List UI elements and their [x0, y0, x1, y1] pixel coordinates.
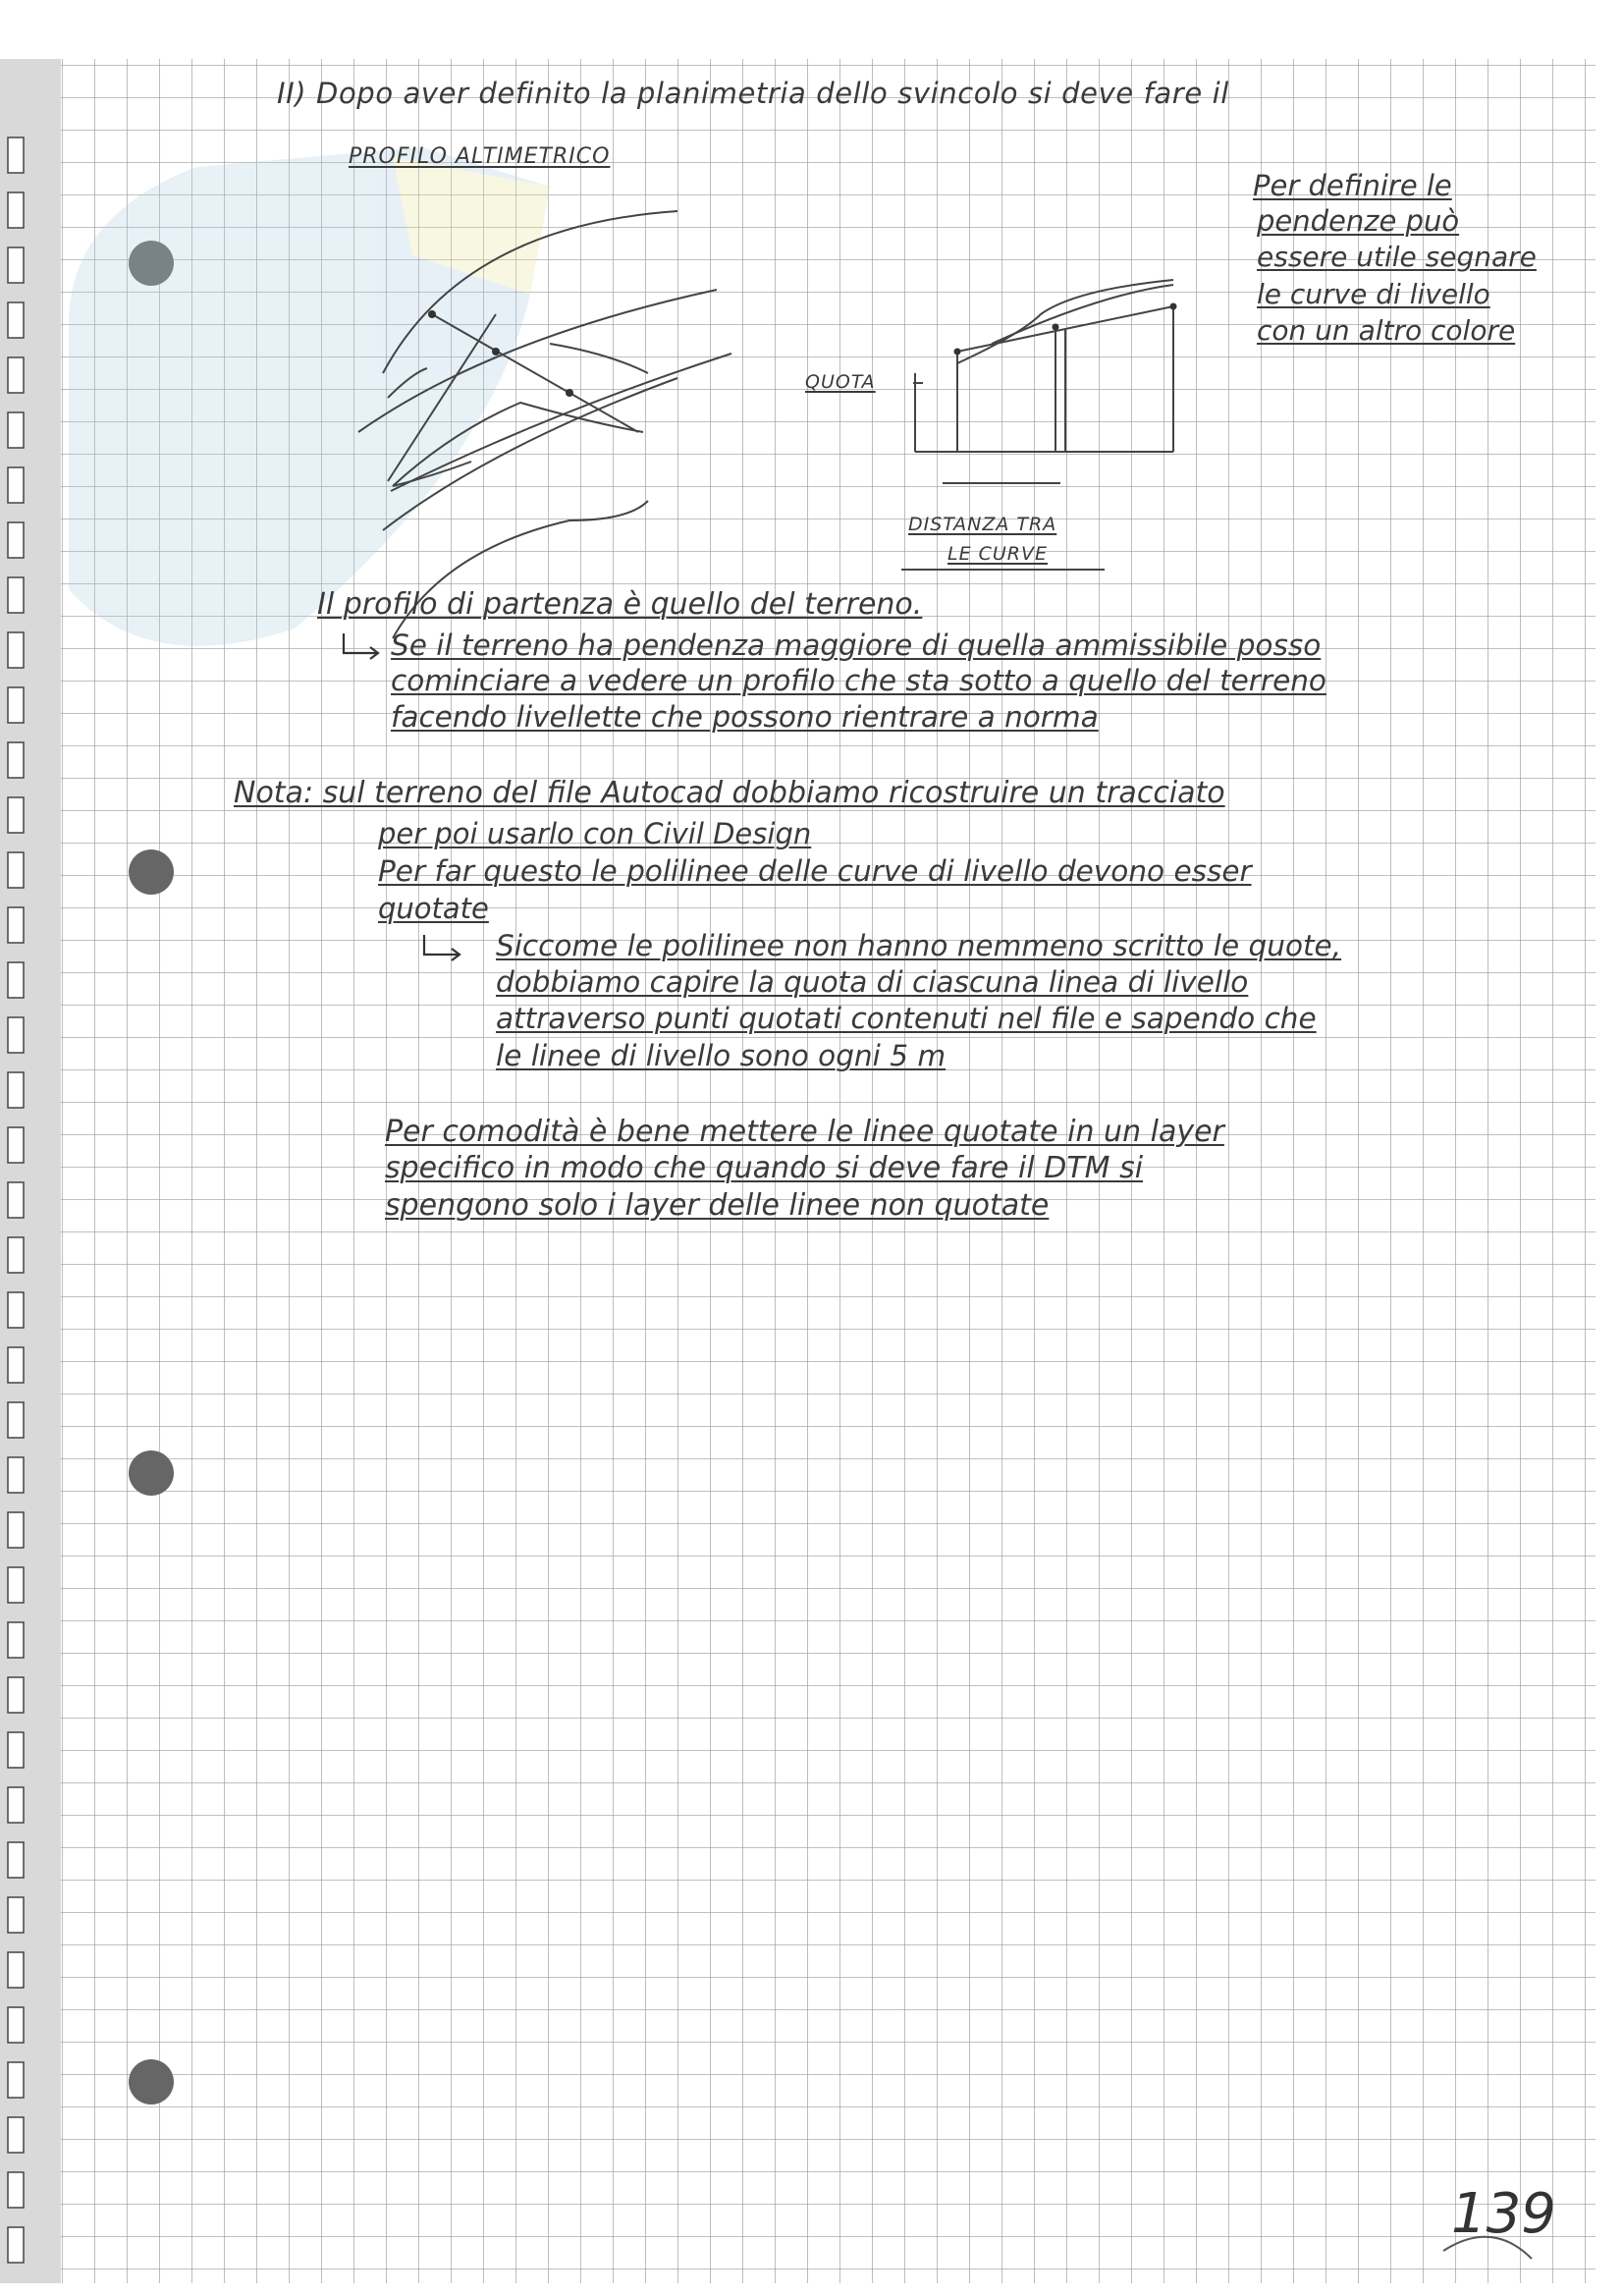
binding-slot	[8, 1677, 24, 1713]
binding-slot	[8, 412, 24, 448]
binding-slot	[8, 2117, 24, 2153]
nota-line-7: attraverso punti quotati contenuti nel file e sapendo che	[496, 1002, 1317, 1035]
binding-slot	[8, 1952, 24, 1988]
sketch-axis-label-quota: QUOTA	[805, 371, 876, 393]
binding-slot	[8, 1402, 24, 1438]
binding-slot	[8, 2062, 24, 2098]
binding-slot	[8, 1347, 24, 1383]
binding-slot	[8, 467, 24, 503]
binding-slot	[8, 192, 24, 228]
binding-slot	[8, 1732, 24, 1768]
layer-line-1: Per comodità è bene mettere le linee quotate in un layer	[385, 1115, 1224, 1149]
punch-hole	[129, 2059, 174, 2105]
binding-slot	[8, 1017, 24, 1053]
nota-line-6: dobbiamo capire la quota di ciascuna linea di livello	[496, 965, 1249, 999]
binding-slot	[8, 742, 24, 778]
nota-line-2: per poi usarlo con Civil Design	[378, 817, 812, 850]
sketch-axis-label-distance-2: LE CURVE	[947, 543, 1049, 565]
binding-slot	[8, 1512, 24, 1548]
nota-line-5: Siccome le polilinee non hanno nemmeno scritto le quote,	[496, 929, 1342, 962]
profile-line-4: facendo livellette che possono rientrare a norma	[391, 700, 1099, 734]
side-note-line-5: con un altro colore	[1257, 314, 1516, 347]
binding-slot	[8, 907, 24, 943]
side-note-line-2: pendenze può	[1257, 204, 1460, 238]
binding-slot	[8, 2172, 24, 2208]
binding-slot	[8, 687, 24, 723]
layer-line-2: specifico in modo che quando si deve fare il DTM si	[385, 1151, 1144, 1185]
binding-slot	[8, 632, 24, 668]
binding-slot	[8, 137, 24, 173]
binding-slot	[8, 357, 24, 393]
binding-slot	[8, 1842, 24, 1878]
profile-line-2: Se il terreno ha pendenza maggiore di quella ammissibile posso	[391, 629, 1322, 662]
side-note-line-1: Per definire le	[1253, 169, 1452, 202]
binding-slot	[8, 2227, 24, 2263]
binding-slot	[8, 1897, 24, 1933]
punch-hole	[129, 1450, 174, 1496]
binding-slot	[8, 797, 24, 833]
binding-slot	[8, 1292, 24, 1328]
punch-hole	[129, 849, 174, 895]
heading-line-1: II) Dopo aver definito la planimetria dello svincolo si deve fare il	[277, 77, 1229, 110]
binding-slot	[8, 962, 24, 998]
nota-line-3: Per far questo le polilinee delle curve di livello devono esser	[378, 854, 1252, 888]
binding-slot	[8, 302, 24, 338]
binding-slot	[8, 2007, 24, 2043]
binding-slot	[8, 1237, 24, 1273]
binding-slot	[8, 1787, 24, 1823]
binding-slot	[8, 1457, 24, 1493]
side-note-line-3: essere utile segnare	[1257, 241, 1537, 273]
binding-slot	[8, 522, 24, 558]
nota-line-1: Nota: sul terreno del file Autocad dobbiamo ricostruire un tracciato	[234, 776, 1225, 810]
page-number: 139	[1451, 2182, 1556, 2246]
profile-line-3: cominciare a vedere un profilo che sta sotto a quello del terreno	[391, 664, 1326, 697]
profile-line-1: Il profilo di partenza è quello del terreno.	[317, 587, 923, 622]
nota-line-8: le linee di livello sono ogni 5 m	[496, 1039, 947, 1072]
nota-line-4: quotate	[378, 892, 489, 925]
heading-line-2: PROFILO ALTIMETRICO	[349, 144, 611, 169]
binding-slot	[8, 577, 24, 613]
binding-slot	[8, 247, 24, 283]
binding-slot	[8, 1567, 24, 1603]
sketch-axis-label-distance-1: DISTANZA TRA	[908, 514, 1057, 535]
binding-slot	[8, 1182, 24, 1218]
binding-slot	[8, 1072, 24, 1108]
binding-slot	[8, 1622, 24, 1658]
layer-line-3: spengono solo i layer delle linee non quotate	[385, 1188, 1050, 1223]
binding-slot	[8, 1127, 24, 1163]
side-note-line-4: le curve di livello	[1257, 278, 1490, 310]
binding-slot	[8, 852, 24, 888]
